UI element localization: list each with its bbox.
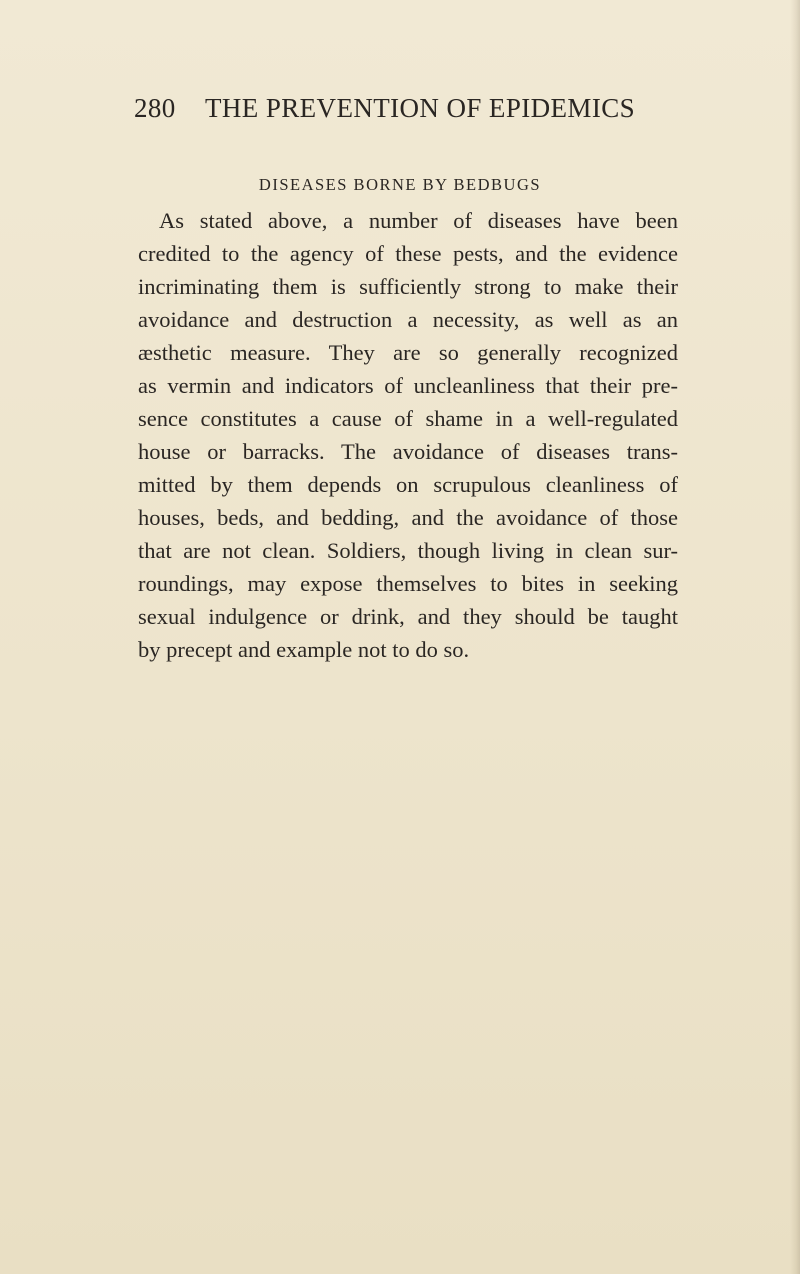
text-line: mitted by them depends on scrupulous cleanliness of [138, 472, 678, 497]
text-line: by precept and example not to do so. [138, 637, 470, 662]
text-line: sexual indulgence or drink, and they should be taught [138, 604, 678, 629]
text-line: house or barracks. The avoidance of diseases trans- [138, 439, 678, 464]
page-number: 280 [134, 93, 176, 123]
text-line: avoidance and destruction a necessity, as well as an [138, 307, 678, 332]
running-title: THE PREVENTION OF EPIDEMICS [205, 93, 636, 123]
text-line: credited to the agency of these pests, and the evidence [138, 241, 678, 266]
text-line: sence constitutes a cause of shame in a well-regulated [138, 406, 678, 431]
text-line: houses, beds, and bedding, and the avoidance of those [138, 505, 678, 530]
body-paragraph [138, 204, 678, 666]
text-line: that are not clean. Soldiers, though living in clean sur- [138, 538, 678, 563]
text-line: roundings, may expose themselves to bites in seeking [138, 571, 678, 596]
section-heading: DISEASES BORNE BY BEDBUGS [258, 175, 542, 194]
text-line: as vermin and indicators of uncleanliness that their pre- [138, 373, 678, 398]
running-head [134, 90, 694, 126]
text-line: incriminating them is sufficiently strong to make their [138, 274, 678, 299]
text-line: æsthetic measure. They are so generally recognized [138, 340, 678, 365]
text-line: As stated above, a number of diseases have been [159, 208, 678, 233]
